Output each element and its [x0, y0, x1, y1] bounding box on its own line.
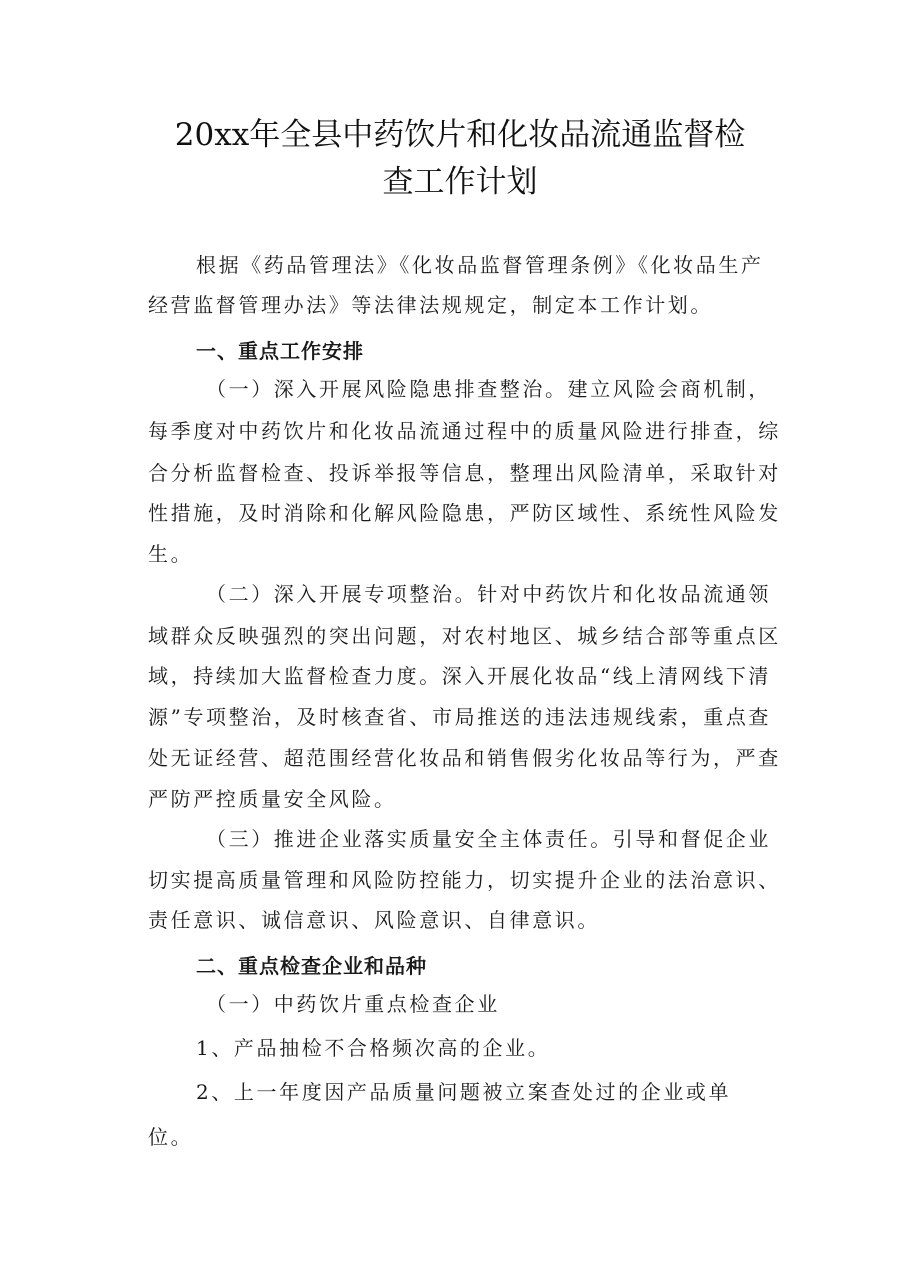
paragraph-intro-line-2: 经营监督管理办法》等法律法规规定，制定本工作计划。 [148, 293, 713, 317]
document-title-line-2: 查工作计划 [382, 164, 538, 200]
paragraph-2-line-2: 域群众反映强烈的突出问题，对农村地区、城乡结合部等重点区 [148, 624, 781, 648]
section-heading-2: 二、重点检查企业和品种 [196, 954, 427, 978]
list-item-2-line-1: 2、上一年度因产品质量问题被立案查处过的企业或单 [196, 1080, 732, 1104]
paragraph-2-line-6: 严防严控质量安全风险。 [148, 787, 397, 811]
paragraph-2-line-4: 源”专项整治，及时核查省、市局推送的违法违规线索，重点查 [148, 705, 772, 729]
paragraph-3-line-2: 切实提高质量管理和风险防控能力，切实提升企业的法治意识、 [148, 868, 781, 892]
paragraph-3-line-1: （三）推进企业落实质量安全主体责任。引导和督促企业 [206, 827, 771, 851]
paragraph-1-line-4: 性措施，及时消除和化解风险隐患，严防区域性、系统性风险发 [148, 501, 781, 525]
document-title-line-1: 20xx年全县中药饮片和化妆品流通监督检 [174, 117, 746, 153]
paragraph-1-line-1: （一）深入开展风险隐患排查整治。建立风险会商机制， [206, 377, 771, 401]
list-item-2-line-2: 位。 [148, 1125, 194, 1149]
paragraph-intro-line-1: 根据《药品管理法》《化妆品监督管理条例》《化妆品生产 [196, 253, 764, 277]
paragraph-2-line-5: 处无证经营、超范围经营化妆品和销售假劣化妆品等行为，严查 [148, 746, 781, 770]
paragraph-2-line-3: 域，持续加大监督检查力度。深入开展化妆品“线上清网线下清 [148, 664, 772, 688]
paragraph-1-line-2: 每季度对中药饮片和化妆品流通过程中的质量风险进行排查，综 [148, 419, 781, 443]
paragraph-1-line-5: 生。 [148, 542, 194, 566]
subsection-heading-1: （一）中药饮片重点检查企业 [206, 992, 500, 1016]
paragraph-2-line-1: （二）深入开展专项整治。针对中药饮片和化妆品流通领 [206, 582, 771, 606]
section-heading-1: 一、重点工作安排 [196, 339, 364, 363]
list-item-1: 1、产品抽检不合格频次高的企业。 [196, 1036, 551, 1060]
paragraph-1-line-3: 合分析监督检查、投诉举报等信息，整理出风险清单，采取针对 [148, 461, 781, 485]
paragraph-3-line-3: 责任意识、诚信意识、风险意识、自律意识。 [148, 908, 600, 932]
